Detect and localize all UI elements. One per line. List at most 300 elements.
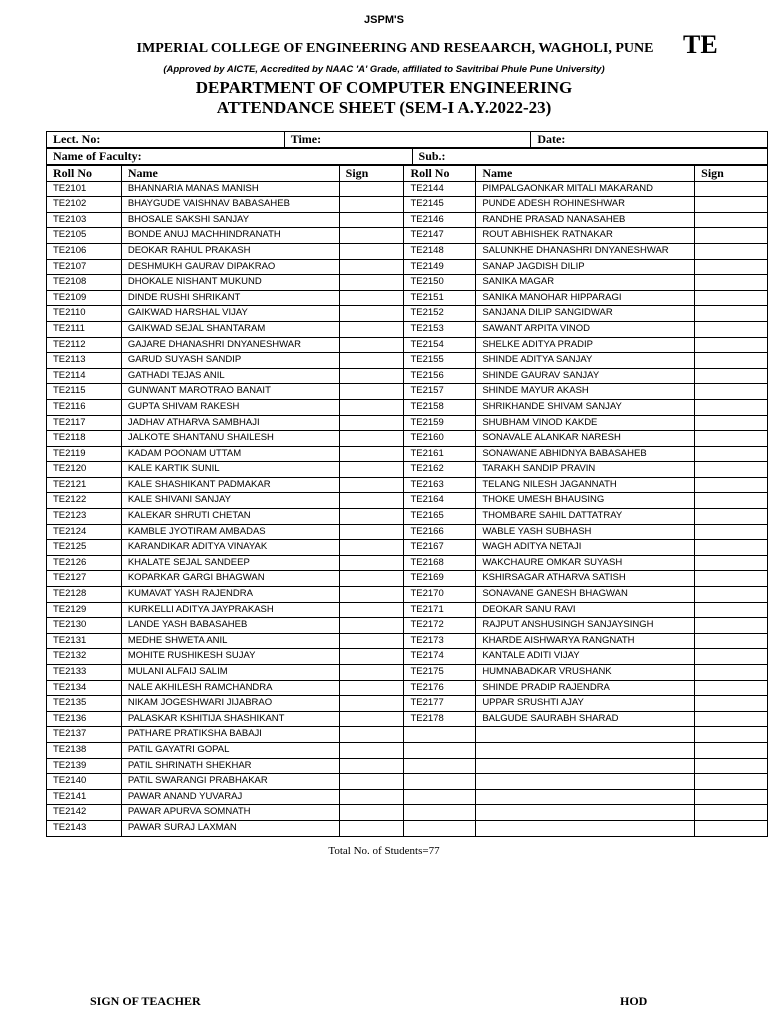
sign-cell[interactable] — [339, 353, 404, 369]
roll-no-cell: TE2115 — [47, 384, 122, 400]
roll-no-cell: TE2118 — [47, 431, 122, 447]
sign-cell[interactable] — [339, 290, 404, 306]
roll-no-cell: TE2138 — [47, 742, 122, 758]
roll-no-cell: TE2160 — [404, 431, 476, 447]
sign-cell[interactable] — [339, 446, 404, 462]
student-name-cell: KALE SHIVANI SANJAY — [121, 493, 339, 509]
sign-cell[interactable] — [339, 711, 404, 727]
table-row — [47, 571, 768, 587]
student-name-cell: BONDE ANUJ MACHHINDRANATH — [121, 228, 339, 244]
student-name-cell: KARANDIKAR ADITYA VINAYAK — [121, 540, 339, 556]
student-name-cell: NALE AKHILESH RAMCHANDRA — [121, 680, 339, 696]
student-name-cell: PATIL GAYATRI GOPAL — [121, 742, 339, 758]
sign-cell[interactable] — [695, 602, 768, 618]
roll-no-cell: TE2127 — [47, 571, 122, 587]
student-name-cell: SAWANT ARPITA VINOD — [476, 321, 695, 337]
sign-cell[interactable] — [339, 306, 404, 322]
table-row — [47, 243, 768, 259]
subject-field[interactable]: Sub.: — [412, 149, 767, 165]
student-name-cell: TARAKH SANDIP PRAVIN — [476, 462, 695, 478]
roll-no-cell: TE2140 — [47, 774, 122, 790]
table-row — [47, 727, 768, 743]
sign-cell[interactable] — [339, 665, 404, 681]
sign-cell[interactable] — [695, 384, 768, 400]
roll-no-cell: TE2111 — [47, 321, 122, 337]
student-name-cell: WAGH ADITYA NETAJI — [476, 540, 695, 556]
roll-no-cell: TE2148 — [404, 243, 476, 259]
sign-cell[interactable] — [339, 774, 404, 790]
sign-cell[interactable] — [695, 477, 768, 493]
sign-cell[interactable] — [695, 805, 768, 821]
roll-no-cell: TE2139 — [47, 758, 122, 774]
student-name-cell: SONAVALE ALANKAR NARESH — [476, 431, 695, 447]
sign-cell[interactable] — [695, 555, 768, 571]
sign-cell[interactable] — [695, 649, 768, 665]
sign-cell[interactable] — [339, 742, 404, 758]
sign-cell[interactable] — [695, 197, 768, 213]
sign-cell[interactable] — [339, 228, 404, 244]
table-row — [47, 805, 768, 821]
student-name-cell: KAMBLE JYOTIRAM AMBADAS — [121, 524, 339, 540]
sign-cell[interactable] — [695, 633, 768, 649]
roll-no-cell: TE2129 — [47, 602, 122, 618]
table-row — [47, 789, 768, 805]
sign-cell[interactable] — [695, 353, 768, 369]
table-row — [47, 820, 768, 836]
student-name-cell — [476, 789, 695, 805]
roll-no-cell: TE2157 — [404, 384, 476, 400]
sign-cell[interactable] — [695, 243, 768, 259]
student-name-cell: SHINDE PRADIP RAJENDRA — [476, 680, 695, 696]
student-name-cell: SHINDE GAURAV SANJAY — [476, 368, 695, 384]
sign-cell[interactable] — [339, 602, 404, 618]
roll-no-cell: TE2143 — [47, 820, 122, 836]
sign-cell[interactable] — [339, 431, 404, 447]
roll-no-cell — [404, 758, 476, 774]
student-name-cell: SHINDE ADITYA SANJAY — [476, 353, 695, 369]
table-row — [47, 711, 768, 727]
roll-no-cell: TE2158 — [404, 399, 476, 415]
roll-no-cell: TE2172 — [404, 618, 476, 634]
roll-no-cell: TE2126 — [47, 555, 122, 571]
student-name-cell: PATHARE PRATIKSHA BABAJI — [121, 727, 339, 743]
student-name-cell: SANAP JAGDISH DILIP — [476, 259, 695, 275]
sign-cell[interactable] — [695, 181, 768, 197]
student-name-cell: DHOKALE NISHANT MUKUND — [121, 275, 339, 291]
table-row — [47, 228, 768, 244]
student-name-cell: NIKAM JOGESHWARI JIJABRAO — [121, 696, 339, 712]
table-row — [47, 742, 768, 758]
roll-no-cell: TE2161 — [404, 446, 476, 462]
roll-no-cell: TE2110 — [47, 306, 122, 322]
student-name-cell: UPPAR SRUSHTI AJAY — [476, 696, 695, 712]
sign-cell[interactable] — [695, 742, 768, 758]
sign-cell[interactable] — [339, 368, 404, 384]
roll-no-cell: TE2120 — [47, 462, 122, 478]
roll-no-cell: TE2167 — [404, 540, 476, 556]
roll-no-cell: TE2121 — [47, 477, 122, 493]
roll-no-cell: TE2164 — [404, 493, 476, 509]
student-name-cell — [476, 758, 695, 774]
student-name-cell: SALUNKHE DHANASHRI DNYANESHWAR — [476, 243, 695, 259]
attendance-table — [46, 165, 768, 837]
roll-no-cell: TE2149 — [404, 259, 476, 275]
student-name-cell: GAIKWAD HARSHAL VIJAY — [121, 306, 339, 322]
sign-cell[interactable] — [339, 680, 404, 696]
sign-cell[interactable] — [339, 758, 404, 774]
roll-no-cell: TE2134 — [47, 680, 122, 696]
roll-no-cell: TE2155 — [404, 353, 476, 369]
roll-no-cell: TE2156 — [404, 368, 476, 384]
sign-cell[interactable] — [339, 727, 404, 743]
table-row — [47, 353, 768, 369]
sign-cell[interactable] — [695, 758, 768, 774]
table-row — [47, 415, 768, 431]
table-row — [47, 431, 768, 447]
table-row — [47, 368, 768, 384]
sign-cell[interactable] — [695, 275, 768, 291]
table-row — [47, 618, 768, 634]
sign-cell[interactable] — [339, 509, 404, 525]
sign-cell[interactable] — [339, 275, 404, 291]
sign-cell[interactable] — [339, 462, 404, 478]
sign-cell[interactable] — [695, 680, 768, 696]
student-name-cell: THOMBARE SAHIL DATTATRAY — [476, 509, 695, 525]
roll-no-cell: TE2122 — [47, 493, 122, 509]
roll-no-cell — [404, 805, 476, 821]
sign-cell[interactable] — [695, 587, 768, 603]
sign-cell[interactable] — [339, 649, 404, 665]
roll-no-cell: TE2137 — [47, 727, 122, 743]
roll-no-cell: TE2132 — [47, 649, 122, 665]
student-name-cell: BHOSALE SAKSHI SANJAY — [121, 212, 339, 228]
student-name-cell: KALEKAR SHRUTI CHETAN — [121, 509, 339, 525]
student-name-cell: MOHITE RUSHIKESH SUJAY — [121, 649, 339, 665]
sign-cell[interactable] — [695, 618, 768, 634]
roll-no-cell: TE2142 — [47, 805, 122, 821]
sign-cell[interactable] — [695, 540, 768, 556]
roll-no-cell: TE2165 — [404, 509, 476, 525]
student-name-cell: RAJPUT ANSHUSINGH SANJAYSINGH — [476, 618, 695, 634]
sign-cell[interactable] — [695, 571, 768, 587]
roll-no-cell: TE2101 — [47, 181, 122, 197]
table-row — [47, 212, 768, 228]
sign-cell[interactable] — [339, 493, 404, 509]
student-name-cell: WAKCHAURE OMKAR SUYASH — [476, 555, 695, 571]
student-name-cell: PUNDE ADESH ROHINESHWAR — [476, 197, 695, 213]
sign-cell[interactable] — [339, 337, 404, 353]
roll-no-cell: TE2175 — [404, 665, 476, 681]
sign-cell[interactable] — [695, 306, 768, 322]
col-name-header: Name — [121, 166, 339, 182]
hod-signature-label: HOD — [620, 994, 648, 1008]
student-name-cell: WABLE YASH SUBHASH — [476, 524, 695, 540]
student-name-cell: PAWAR APURVA SOMNATH — [121, 805, 339, 821]
table-row — [47, 758, 768, 774]
student-name-cell: PATIL SHRINATH SHEKHAR — [121, 758, 339, 774]
roll-no-cell: TE2130 — [47, 618, 122, 634]
student-name-cell: GAJARE DHANASHRI DNYANESHWAR — [121, 337, 339, 353]
col-sign-header: Sign — [339, 166, 404, 182]
roll-no-cell: TE2166 — [404, 524, 476, 540]
roll-no-cell: TE2124 — [47, 524, 122, 540]
sign-cell[interactable] — [339, 259, 404, 275]
sign-cell[interactable] — [339, 384, 404, 400]
roll-no-cell: TE2106 — [47, 243, 122, 259]
student-name-cell: PAWAR SURAJ LAXMAN — [121, 820, 339, 836]
sign-cell[interactable] — [695, 337, 768, 353]
table-row — [47, 462, 768, 478]
table-row — [47, 524, 768, 540]
table-row — [47, 181, 768, 197]
student-name-cell: SHINDE MAYUR AKASH — [476, 384, 695, 400]
sign-cell[interactable] — [695, 321, 768, 337]
student-name-cell: JALKOTE SHANTANU SHAILESH — [121, 431, 339, 447]
roll-no-cell: TE2174 — [404, 649, 476, 665]
roll-no-cell — [404, 789, 476, 805]
student-name-cell: HUMNABADKAR VRUSHANK — [476, 665, 695, 681]
roll-no-cell: TE2114 — [47, 368, 122, 384]
college-name: IMPERIAL COLLEGE OF ENGINEERING AND RESEAARCH, WAGHOLI, PUNE — [136, 41, 654, 56]
student-name-cell: GARUD SUYASH SANDIP — [121, 353, 339, 369]
table-row — [47, 774, 768, 790]
sign-cell[interactable] — [695, 431, 768, 447]
sign-cell[interactable] — [695, 446, 768, 462]
roll-no-cell: TE2128 — [47, 587, 122, 603]
student-name-cell — [476, 742, 695, 758]
student-name-cell — [476, 820, 695, 836]
roll-no-cell: TE2176 — [404, 680, 476, 696]
roll-no-cell: TE2103 — [47, 212, 122, 228]
sign-cell[interactable] — [339, 197, 404, 213]
student-name-cell: GAIKWAD SEJAL SHANTARAM — [121, 321, 339, 337]
sign-cell[interactable] — [339, 633, 404, 649]
student-name-cell: SANIKA MANOHAR HIPPARAGI — [476, 290, 695, 306]
department-title: DEPARTMENT OF COMPUTER ENGINEERING — [195, 78, 573, 97]
student-name-cell: BHAYGUDE VAISHNAV BABASAHEB — [121, 197, 339, 213]
student-name-cell: KHALATE SEJAL SANDEEP — [121, 555, 339, 571]
student-name-cell: SONAVANE GANESH BHAGWAN — [476, 587, 695, 603]
roll-no-cell: TE2144 — [404, 181, 476, 197]
student-name-cell: ROUT ABHISHEK RATNAKAR — [476, 228, 695, 244]
roll-no-cell: TE2117 — [47, 415, 122, 431]
student-name-cell: BALGUDE SAURABH SHARAD — [476, 711, 695, 727]
student-name-cell: GATHADI TEJAS ANIL — [121, 368, 339, 384]
student-name-cell: JADHAV ATHARVA SAMBHAJI — [121, 415, 339, 431]
approval-line: (Approved by AICTE, Accredited by NAAC 'A' Grade, affiliated to Savitribai Phule Pune University) — [163, 64, 605, 75]
student-name-cell: SHUBHAM VINOD KAKDE — [476, 415, 695, 431]
student-name-cell: KHARDE AISHWARYA RANGNATH — [476, 633, 695, 649]
date-field[interactable]: Date: — [531, 132, 768, 148]
sign-cell[interactable] — [339, 696, 404, 712]
sign-cell[interactable] — [695, 509, 768, 525]
table-row — [47, 306, 768, 322]
time-field[interactable]: Time: — [284, 132, 531, 148]
sign-cell[interactable] — [339, 212, 404, 228]
table-row — [47, 649, 768, 665]
student-name-cell — [476, 805, 695, 821]
sign-cell[interactable] — [695, 462, 768, 478]
student-name-cell: PATIL SWARANGI PRABHAKAR — [121, 774, 339, 790]
student-name-cell: MULANI ALFAIJ SALIM — [121, 665, 339, 681]
student-name-cell: KALE SHASHIKANT PADMAKAR — [121, 477, 339, 493]
student-name-cell: MEDHE SHWETA ANIL — [121, 633, 339, 649]
roll-no-cell: TE2171 — [404, 602, 476, 618]
roll-no-cell: TE2135 — [47, 696, 122, 712]
roll-no-cell: TE2105 — [47, 228, 122, 244]
sign-cell[interactable] — [339, 555, 404, 571]
roll-no-cell — [404, 774, 476, 790]
table-row — [47, 275, 768, 291]
roll-no-cell: TE2123 — [47, 509, 122, 525]
table-row — [47, 509, 768, 525]
sign-cell[interactable] — [339, 571, 404, 587]
roll-no-cell: TE2173 — [404, 633, 476, 649]
table-row — [47, 680, 768, 696]
sheet-title: ATTENDANCE SHEET (SEM-I A.Y.2022-23) — [216, 98, 552, 117]
student-name-cell: RANDHE PRASAD NANASAHEB — [476, 212, 695, 228]
col-roll-header: Roll No — [404, 166, 476, 182]
sign-cell[interactable] — [339, 243, 404, 259]
student-name-cell: KSHIRSAGAR ATHARVA SATISH — [476, 571, 695, 587]
student-name-cell: SANJANA DILIP SANGIDWAR — [476, 306, 695, 322]
roll-no-cell: TE2150 — [404, 275, 476, 291]
student-name-cell: DEOKAR SANU RAVI — [476, 602, 695, 618]
sign-cell[interactable] — [695, 727, 768, 743]
table-row — [47, 540, 768, 556]
roll-no-cell: TE2154 — [404, 337, 476, 353]
sign-cell[interactable] — [695, 415, 768, 431]
table-row — [47, 555, 768, 571]
table-row — [47, 321, 768, 337]
student-name-cell: SANIKA MAGAR — [476, 275, 695, 291]
teacher-signature-label: SIGN OF TEACHER — [90, 994, 201, 1008]
sign-cell[interactable] — [339, 820, 404, 836]
roll-no-cell: TE2131 — [47, 633, 122, 649]
roll-no-cell: TE2107 — [47, 259, 122, 275]
student-name-cell: KALE KARTIK SUNIL — [121, 462, 339, 478]
sign-cell[interactable] — [695, 212, 768, 228]
sign-cell[interactable] — [695, 789, 768, 805]
student-name-cell: SONAWANE ABHIDNYA BABASAHEB — [476, 446, 695, 462]
sign-cell[interactable] — [695, 368, 768, 384]
student-name-cell: THOKE UMESH BHAUSING — [476, 493, 695, 509]
roll-no-cell: TE2153 — [404, 321, 476, 337]
roll-no-cell: TE2146 — [404, 212, 476, 228]
table-row — [47, 587, 768, 603]
roll-no-cell: TE2177 — [404, 696, 476, 712]
sign-cell[interactable] — [339, 477, 404, 493]
table-row — [47, 633, 768, 649]
table-row — [47, 696, 768, 712]
sign-cell[interactable] — [339, 789, 404, 805]
student-name-cell: SHELKE ADITYA PRADIP — [476, 337, 695, 353]
student-name-cell: KOPARKAR GARGI BHAGWAN — [121, 571, 339, 587]
roll-no-cell: TE2147 — [404, 228, 476, 244]
roll-no-cell: TE2141 — [47, 789, 122, 805]
sign-cell[interactable] — [695, 711, 768, 727]
faculty-field[interactable]: Name of Faculty: — [47, 149, 413, 165]
sign-cell[interactable] — [339, 399, 404, 415]
sign-cell[interactable] — [695, 290, 768, 306]
roll-no-cell — [404, 727, 476, 743]
student-name-cell: LANDE YASH BABASAHEB — [121, 618, 339, 634]
table-row — [47, 197, 768, 213]
student-name-cell: KUMAVAT YASH RAJENDRA — [121, 587, 339, 603]
roll-no-cell: TE2178 — [404, 711, 476, 727]
table-row — [47, 290, 768, 306]
sign-cell[interactable] — [339, 181, 404, 197]
table-header-row — [47, 166, 768, 182]
sign-cell[interactable] — [695, 774, 768, 790]
sign-cell[interactable] — [339, 524, 404, 540]
roll-no-cell — [404, 820, 476, 836]
roll-no-cell: TE2133 — [47, 665, 122, 681]
table-row — [47, 384, 768, 400]
student-name-cell — [476, 727, 695, 743]
table-row — [47, 399, 768, 415]
roll-no-cell: TE2152 — [404, 306, 476, 322]
lecture-info-table — [46, 131, 768, 148]
roll-no-cell: TE2168 — [404, 555, 476, 571]
roll-no-cell: TE2169 — [404, 571, 476, 587]
student-name-cell: GUPTA SHIVAM RAKESH — [121, 399, 339, 415]
student-name-cell: DINDE RUSHI SHRIKANT — [121, 290, 339, 306]
sign-cell[interactable] — [695, 399, 768, 415]
roll-no-cell: TE2116 — [47, 399, 122, 415]
sign-cell[interactable] — [695, 665, 768, 681]
sign-cell[interactable] — [695, 228, 768, 244]
col-roll-header: Roll No — [47, 166, 122, 182]
roll-no-cell: TE2136 — [47, 711, 122, 727]
student-name-cell: DESHMUKH GAURAV DIPAKRAO — [121, 259, 339, 275]
table-row — [47, 602, 768, 618]
faculty-info-table — [46, 148, 768, 165]
roll-no-cell — [404, 742, 476, 758]
roll-no-cell: TE2159 — [404, 415, 476, 431]
student-name-cell: BHANNARIA MANAS MANISH — [121, 181, 339, 197]
col-name-header: Name — [476, 166, 695, 182]
table-row — [47, 259, 768, 275]
sign-cell[interactable] — [695, 493, 768, 509]
student-name-cell: KURKELLI ADITYA JAYPRAKASH — [121, 602, 339, 618]
roll-no-cell: TE2163 — [404, 477, 476, 493]
sign-cell[interactable] — [695, 696, 768, 712]
roll-no-cell: TE2162 — [404, 462, 476, 478]
roll-no-cell: TE2145 — [404, 197, 476, 213]
sign-cell[interactable] — [339, 540, 404, 556]
sign-cell[interactable] — [339, 618, 404, 634]
sign-cell[interactable] — [695, 820, 768, 836]
table-row — [47, 493, 768, 509]
lect-no-field[interactable]: Lect. No: — [47, 132, 285, 148]
student-name-cell: GUNWANT MAROTRAO BANAIT — [121, 384, 339, 400]
student-name-cell: PIMPALGAONKAR MITALI MAKARAND — [476, 181, 695, 197]
sign-cell[interactable] — [695, 259, 768, 275]
class-code: TE — [683, 30, 718, 59]
sign-cell[interactable] — [695, 524, 768, 540]
roll-no-cell: TE2119 — [47, 446, 122, 462]
sign-cell[interactable] — [339, 321, 404, 337]
student-name-cell: DEOKAR RAHUL PRAKASH — [121, 243, 339, 259]
roll-no-cell: TE2112 — [47, 337, 122, 353]
roll-no-cell: TE2170 — [404, 587, 476, 603]
sign-cell[interactable] — [339, 587, 404, 603]
roll-no-cell: TE2108 — [47, 275, 122, 291]
sign-cell[interactable] — [339, 415, 404, 431]
sign-cell[interactable] — [339, 805, 404, 821]
table-row — [47, 337, 768, 353]
